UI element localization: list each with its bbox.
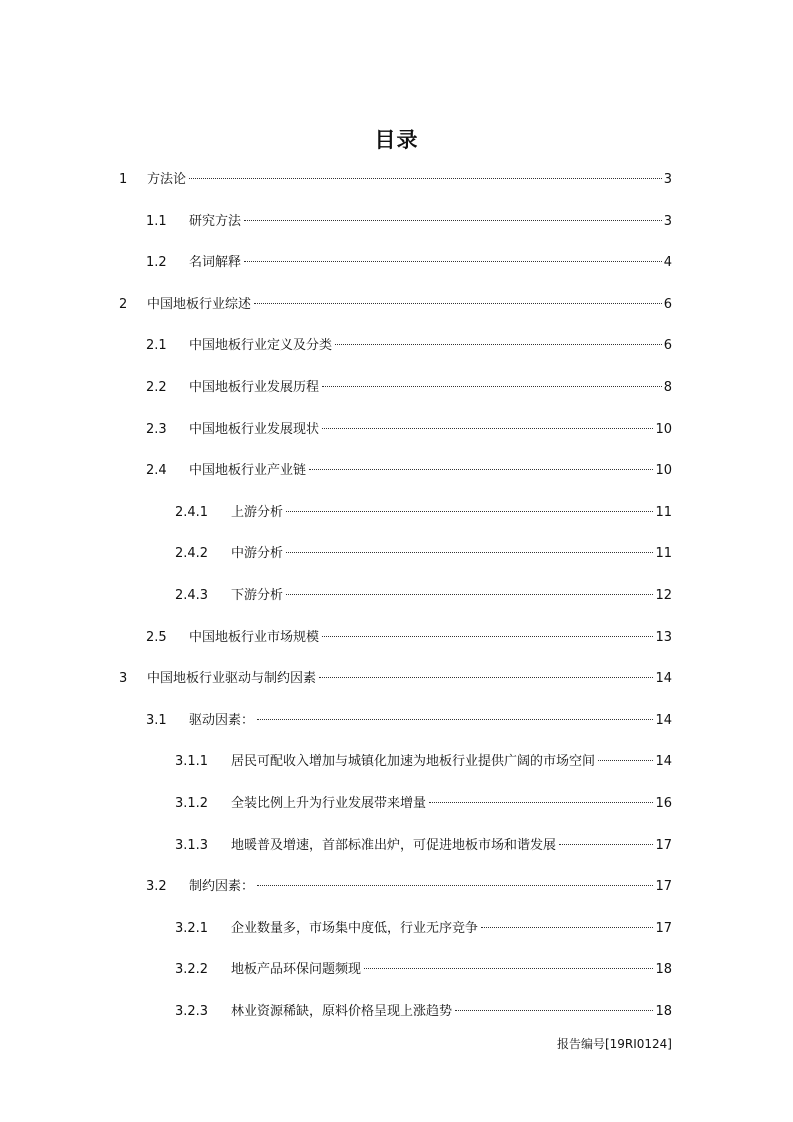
toc-entry-title[interactable]: 中国地板行业发展现状	[189, 421, 320, 437]
report-code: 报告编号[19RI0124]	[556, 1037, 672, 1051]
toc-entry-title[interactable]: 名词解释	[189, 255, 242, 271]
toc-entry[interactable]	[175, 586, 672, 606]
toc-entry-page: 14	[655, 671, 672, 687]
toc-dot-leader	[286, 552, 653, 553]
toc-dot-leader	[257, 885, 653, 886]
toc-entry-number: 3.2.1	[175, 920, 209, 936]
toc-dot-leader	[286, 594, 653, 595]
toc-entry-number: 3.1.3	[175, 837, 209, 853]
toc-entry-number: 2.4.2	[175, 546, 209, 562]
toc-dot-leader	[244, 261, 662, 262]
toc-entry[interactable]	[119, 669, 672, 689]
toc-entry[interactable]	[175, 544, 672, 564]
toc-entry-number: 1.2	[146, 255, 167, 271]
toc-entry-page: 3	[663, 213, 672, 229]
toc-entry-number: 2.4.1	[175, 504, 209, 520]
toc-dot-leader	[309, 469, 653, 470]
toc-entry[interactable]	[175, 1002, 672, 1022]
toc-entry-title[interactable]: 全装比例上升为行业发展带来增量	[231, 796, 427, 811]
toc-entry-number: 2	[119, 296, 128, 312]
toc-entry-title[interactable]: 研究方法	[189, 213, 242, 229]
toc-entry-page: 6	[663, 338, 672, 354]
toc-entry-number: 3.2.3	[175, 1004, 209, 1019]
toc-entry-page: 14	[655, 712, 672, 728]
toc-entry-title[interactable]: 居民可配收入增加与城镇化加速为地板行业提供广阔的市场空间	[231, 754, 596, 770]
toc-entry-title[interactable]: 中国地板行业市场规模	[189, 629, 320, 645]
toc-entry-page: 16	[655, 796, 672, 811]
toc-entry-title[interactable]: 中国地板行业定义及分类	[189, 338, 333, 354]
toc-dot-leader	[335, 344, 662, 345]
toc-dot-leader	[364, 968, 653, 969]
toc-dot-leader	[598, 760, 653, 761]
toc-entry-number: 3.1.1	[175, 754, 209, 770]
toc-entry-page: 10	[655, 421, 672, 437]
toc-entry[interactable]	[175, 960, 672, 980]
toc-entry-title[interactable]: 制约因素：	[189, 879, 255, 895]
toc-entry-page: 10	[655, 463, 672, 479]
toc-entry[interactable]	[175, 752, 672, 772]
toc-entry[interactable]	[175, 836, 672, 856]
toc-entry-number: 3.2.2	[175, 962, 209, 978]
toc-entry[interactable]	[146, 628, 672, 648]
toc-entry-title[interactable]: 方法论	[147, 172, 187, 187]
toc-entry-page: 14	[655, 754, 672, 770]
toc-entry-title[interactable]: 企业数量多，市场集中度低，行业无序竞争	[231, 920, 479, 936]
toc-entry-number: 2.3	[146, 421, 167, 437]
toc-entry-page: 4	[663, 255, 672, 271]
toc-entry[interactable]	[146, 253, 672, 273]
toc-entry-title[interactable]: 驱动因素：	[189, 712, 255, 728]
toc-dot-leader	[189, 178, 662, 179]
toc-entry-page: 18	[655, 1004, 672, 1019]
toc-dot-leader	[429, 802, 653, 803]
toc-dot-leader	[257, 719, 653, 720]
toc-dot-leader	[244, 220, 662, 221]
toc-entry[interactable]	[119, 295, 672, 315]
toc-dot-leader	[322, 428, 653, 429]
toc-entry-page: 17	[655, 879, 672, 895]
toc-entry-number: 2.4.3	[175, 588, 209, 603]
toc-entry[interactable]	[175, 919, 672, 939]
toc-entry[interactable]	[146, 420, 672, 440]
toc-entry-title[interactable]: 中国地板行业发展历程	[189, 380, 320, 395]
toc-entry-page: 13	[655, 629, 672, 645]
toc-entry-number: 3	[119, 671, 128, 687]
toc-dot-leader	[322, 386, 662, 387]
toc-entry-title[interactable]: 上游分析	[231, 504, 284, 520]
toc-entry[interactable]	[146, 461, 672, 481]
toc-entry[interactable]	[175, 794, 672, 814]
toc-entry-number: 2.2	[146, 380, 167, 395]
toc-entry-title[interactable]: 中国地板行业综述	[147, 296, 252, 312]
toc-dot-leader	[481, 927, 653, 928]
toc-entry-number: 2.5	[146, 629, 167, 645]
toc-entry-number: 1.1	[146, 213, 167, 229]
toc-entry[interactable]	[146, 212, 672, 232]
page-title: 目录	[374, 128, 419, 152]
toc-dot-leader	[322, 636, 653, 637]
toc-dot-leader	[254, 303, 662, 304]
toc-entry-number: 3.1	[146, 712, 167, 728]
toc-dot-leader	[319, 677, 653, 678]
toc-entry-number: 3.1.2	[175, 796, 209, 811]
toc-entry-number: 2.1	[146, 338, 167, 354]
toc-entry-page: 3	[663, 172, 672, 187]
toc-entry-title[interactable]: 中国地板行业驱动与制约因素	[147, 671, 317, 687]
toc-entry-page: 17	[655, 837, 672, 853]
toc-entry[interactable]	[146, 877, 672, 897]
toc-entry[interactable]	[146, 711, 672, 731]
toc-entry-title[interactable]: 地暖普及增速，首部标准出炉，可促进地板市场和谐发展	[231, 837, 557, 853]
toc-entry[interactable]	[146, 378, 672, 398]
toc-entry-page: 6	[663, 296, 672, 312]
toc-entry[interactable]	[119, 170, 672, 190]
toc-entry-title[interactable]: 下游分析	[231, 588, 284, 603]
toc-dot-leader	[559, 844, 653, 845]
toc-entry-title[interactable]: 中游分析	[231, 546, 284, 562]
toc-entry[interactable]	[146, 336, 672, 356]
toc-entry-page: 12	[655, 588, 672, 603]
toc-entry-title[interactable]: 中国地板行业产业链	[189, 463, 307, 479]
toc-entry-title[interactable]: 林业资源稀缺，原料价格呈现上涨趋势	[231, 1004, 453, 1019]
toc-entry-number: 3.2	[146, 879, 167, 895]
toc-entry-number: 2.4	[146, 463, 167, 479]
toc-entry-page: 17	[655, 920, 672, 936]
toc-entry-page: 11	[655, 546, 672, 562]
toc-entry-number: 1	[119, 172, 128, 187]
toc-dot-leader	[455, 1010, 653, 1011]
toc-entry-page: 11	[655, 504, 672, 520]
toc-entry-title[interactable]: 地板产品环保问题频现	[231, 962, 362, 978]
toc-dot-leader	[286, 511, 653, 512]
toc-entry[interactable]	[175, 503, 672, 523]
toc-entry-page: 18	[655, 962, 672, 978]
toc-entry-page: 8	[663, 380, 672, 395]
